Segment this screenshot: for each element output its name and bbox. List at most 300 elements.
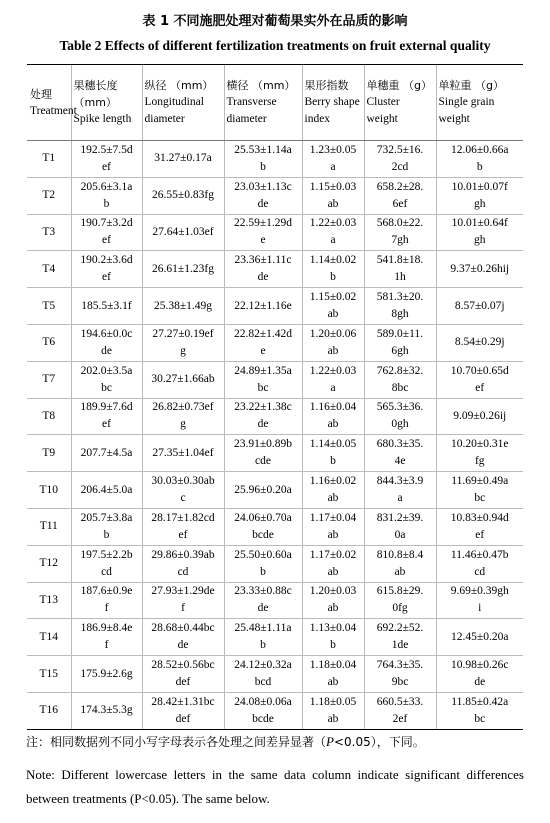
value-cell xyxy=(142,545,224,582)
value-line-1: 10.98±0.26c xyxy=(451,659,509,672)
value-line-1: 205.6±3.1a xyxy=(80,180,133,193)
value-line-2: 4e xyxy=(394,455,406,468)
value-cell xyxy=(302,508,364,545)
value-line-1: 581.3±20. xyxy=(376,291,424,304)
value-cell xyxy=(142,435,224,472)
value-line-1: 25.53±1.14a xyxy=(234,143,292,156)
value-line-1: 197.5±2.2b xyxy=(80,548,133,561)
value-line-2: def xyxy=(175,676,191,689)
value-line-2: a xyxy=(330,234,336,247)
value-cell xyxy=(71,619,142,656)
value-line-2: 6gh xyxy=(391,344,409,357)
value-line-2: a xyxy=(397,492,403,505)
value-line-1: 25.50±0.60a xyxy=(234,548,292,561)
value-cell xyxy=(142,508,224,545)
value-cell xyxy=(224,361,302,398)
value-cell xyxy=(302,656,364,693)
table-row xyxy=(27,324,523,361)
header-transverse-diameter xyxy=(224,65,302,141)
value-line-1: 27.64±1.03ef xyxy=(152,225,214,238)
value-cell xyxy=(436,619,523,656)
value-line-1: 810.8±8.4 xyxy=(376,548,424,561)
value-cell xyxy=(364,619,436,656)
value-line-1: 831.2±39. xyxy=(376,511,424,524)
table-row xyxy=(27,214,523,251)
value-cell xyxy=(224,177,302,214)
value-line-1: 24.06±0.70a xyxy=(234,511,292,524)
value-cell xyxy=(364,141,436,178)
value-cell xyxy=(302,324,364,361)
footnote-cn-prefix: 注：相同数据列不同小写字母表示各处理之间差异显著（ xyxy=(26,735,327,749)
value-line-2: b xyxy=(330,271,336,284)
data-table xyxy=(27,64,523,730)
value-cell xyxy=(224,435,302,472)
value-line-2: ab xyxy=(327,602,339,615)
value-line-1: 26.55±0.83fg xyxy=(152,189,214,202)
value-cell xyxy=(71,251,142,288)
treatment-cell: T14 xyxy=(27,619,71,656)
value-line-1: 175.9±2.6g xyxy=(80,667,133,680)
value-line-1: 762.8±32. xyxy=(376,364,424,377)
value-line-1: 1.23±0.05 xyxy=(309,143,357,156)
table-row xyxy=(27,656,523,693)
value-line-2: 0fg xyxy=(392,602,408,615)
value-line-2: 2cd xyxy=(391,160,409,173)
treatment-cell: T11 xyxy=(27,508,71,545)
value-line-2: de xyxy=(257,602,269,615)
treatment-cell: T4 xyxy=(27,251,71,288)
value-line-2: de xyxy=(257,418,269,431)
value-cell xyxy=(436,361,523,398)
value-cell xyxy=(142,692,224,729)
value-line-1: 568.0±22. xyxy=(376,217,424,230)
value-line-1: 9.09±0.26ij xyxy=(453,409,507,422)
value-line-2: 8gh xyxy=(391,308,409,321)
value-line-2: g xyxy=(180,418,186,431)
value-line-2: def xyxy=(175,712,191,725)
value-cell xyxy=(224,619,302,656)
value-line-1: 589.0±11. xyxy=(376,327,424,340)
value-line-1: 207.7±4.5a xyxy=(80,446,133,459)
value-line-2: 0gh xyxy=(391,418,409,431)
value-line-1: 27.35±1.04ef xyxy=(152,446,214,459)
value-cell xyxy=(224,324,302,361)
value-cell xyxy=(364,288,436,325)
value-cell xyxy=(364,251,436,288)
value-line-1: 680.3±35. xyxy=(376,438,424,451)
value-line-2: e xyxy=(260,234,266,247)
header-en: Cluster weight xyxy=(366,96,400,125)
table-row xyxy=(27,177,523,214)
header-en: Longitudinal diameter xyxy=(144,96,204,125)
value-line-2: ab xyxy=(327,712,339,725)
value-cell xyxy=(224,472,302,509)
header-en: Treatment xyxy=(30,104,77,117)
value-cell xyxy=(364,177,436,214)
value-line-2: de xyxy=(474,676,486,689)
table-title-english: Table 2 Effects of different fertilization treatments on fruit external quality xyxy=(59,38,491,53)
header-en: Spike length xyxy=(73,113,132,125)
treatment-cell: T12 xyxy=(27,545,71,582)
value-line-1: 26.82±0.73ef xyxy=(152,401,214,414)
value-cell xyxy=(142,361,224,398)
value-line-1: 25.96±0.20a xyxy=(234,483,292,496)
table-row xyxy=(27,582,523,619)
value-cell xyxy=(142,472,224,509)
value-line-2: bcde xyxy=(252,528,274,541)
value-line-1: 23.36±1.11c xyxy=(234,254,292,267)
value-cell xyxy=(71,361,142,398)
value-line-1: 1.15±0.03 xyxy=(309,180,357,193)
value-line-1: 10.70±0.65d xyxy=(450,364,509,377)
value-line-1: 174.3±5.3g xyxy=(80,704,133,717)
value-line-2: ab xyxy=(327,308,339,321)
value-cell xyxy=(302,692,364,729)
value-line-1: 11.69±0.49a xyxy=(451,475,509,488)
value-line-1: 9.37±0.26hij xyxy=(450,262,510,275)
value-line-1: 12.45±0.20a xyxy=(451,630,509,643)
treatment-cell: T6 xyxy=(27,324,71,361)
value-cell xyxy=(71,288,142,325)
value-line-2: g xyxy=(180,344,186,357)
value-cell xyxy=(364,214,436,251)
value-line-2: ab xyxy=(327,418,339,431)
value-cell xyxy=(302,141,364,178)
value-line-2: ef xyxy=(102,418,111,431)
value-cell xyxy=(142,288,224,325)
value-line-1: 25.48±1.11a xyxy=(234,622,292,635)
value-line-2: 1h xyxy=(394,271,406,284)
value-cell xyxy=(364,582,436,619)
header-berry-shape-index xyxy=(302,65,364,141)
value-line-2: de xyxy=(257,271,269,284)
value-line-2: fg xyxy=(474,455,485,468)
value-line-1: 190.7±3.2d xyxy=(80,217,133,230)
value-line-1: 30.27±1.66ab xyxy=(151,373,215,386)
value-line-1: 1.20±0.03 xyxy=(309,585,357,598)
treatment-cell: T3 xyxy=(27,214,71,251)
value-cell xyxy=(436,398,523,435)
value-line-2: b xyxy=(476,160,483,173)
value-cell xyxy=(364,324,436,361)
table-row xyxy=(27,361,523,398)
value-line-1: 660.5±33. xyxy=(376,695,424,708)
value-cell xyxy=(71,398,142,435)
value-line-1: 205.7±3.8a xyxy=(80,511,133,524)
value-line-2: ab xyxy=(327,565,339,578)
header-cn: 处理 xyxy=(30,87,52,101)
value-line-2: b xyxy=(330,639,336,652)
value-line-1: 9.69±0.39gh xyxy=(450,585,509,598)
treatment-cell: T7 xyxy=(27,361,71,398)
value-cell xyxy=(302,398,364,435)
value-cell xyxy=(364,398,436,435)
value-line-2: de xyxy=(101,344,112,357)
value-line-2: ef xyxy=(475,381,485,394)
header-cn: 果形指数 xyxy=(304,79,349,92)
table-row xyxy=(27,435,523,472)
header-treatment xyxy=(27,65,77,141)
header-en: Transverse diameter xyxy=(226,96,277,125)
value-cell xyxy=(142,141,224,178)
value-line-1: 185.5±3.1f xyxy=(81,299,132,312)
value-cell xyxy=(142,656,224,693)
value-cell xyxy=(302,472,364,509)
value-cell xyxy=(224,508,302,545)
value-cell xyxy=(302,361,364,398)
value-line-1: 28.42±1.31bc xyxy=(151,695,215,708)
treatment-cell: T9 xyxy=(27,435,71,472)
value-line-1: 24.12±0.32a xyxy=(234,659,292,672)
value-line-2: 6ef xyxy=(392,197,408,210)
value-line-2: ab xyxy=(394,565,406,578)
value-line-1: 202.0±3.5a xyxy=(80,364,133,377)
value-line-1: 23.22±1.38c xyxy=(234,401,292,414)
value-line-2: ef xyxy=(178,528,188,541)
header-cluster-weight xyxy=(364,65,436,141)
value-line-1: 732.5±16. xyxy=(376,143,424,156)
value-cell xyxy=(436,472,523,509)
value-line-1: 187.6±0.9e xyxy=(80,585,133,598)
value-cell xyxy=(142,214,224,251)
value-cell xyxy=(302,288,364,325)
value-line-2: 0a xyxy=(394,528,406,541)
value-line-1: 24.89±1.35a xyxy=(234,364,292,377)
value-line-2: f xyxy=(104,639,109,652)
value-line-2: b xyxy=(260,639,266,652)
value-cell xyxy=(364,508,436,545)
table-row xyxy=(27,141,523,178)
value-cell xyxy=(364,656,436,693)
treatment-cell: T2 xyxy=(27,177,71,214)
value-line-1: 31.27±0.17a xyxy=(154,152,212,165)
value-cell xyxy=(224,251,302,288)
value-cell xyxy=(364,472,436,509)
value-line-2: b xyxy=(103,197,110,210)
value-cell xyxy=(436,324,523,361)
value-line-1: 194.6±0.0c xyxy=(80,327,133,340)
value-line-2: ef xyxy=(102,234,111,247)
value-cell xyxy=(364,692,436,729)
value-cell xyxy=(224,545,302,582)
header-cn: 果穗长度 （mm） xyxy=(73,79,118,109)
treatment-cell: T15 xyxy=(27,656,71,693)
table-row xyxy=(27,508,523,545)
value-cell xyxy=(71,508,142,545)
value-cell xyxy=(71,472,142,509)
value-line-1: 1.22±0.03 xyxy=(309,217,357,230)
table-row xyxy=(27,619,523,656)
value-cell xyxy=(224,398,302,435)
value-cell xyxy=(302,251,364,288)
value-line-2: 7gh xyxy=(391,234,409,247)
value-line-1: 22.12±1.16e xyxy=(234,299,292,312)
value-line-1: 28.68±0.44bc xyxy=(151,622,215,635)
value-line-2: ab xyxy=(327,528,339,541)
footnote-cn-p: P xyxy=(326,734,334,749)
value-cell xyxy=(142,582,224,619)
value-line-1: 1.18±0.04 xyxy=(309,659,357,672)
value-line-1: 206.4±5.0a xyxy=(80,483,133,496)
value-cell xyxy=(142,619,224,656)
table-title-chinese: 表 1 不同施肥处理对葡萄果实外在品质的影响 xyxy=(142,14,408,29)
value-line-2: 1de xyxy=(391,639,409,652)
value-line-2: cd xyxy=(101,565,112,578)
value-cell xyxy=(224,141,302,178)
value-line-2: bc xyxy=(257,381,269,394)
value-line-1: 23.03±1.13c xyxy=(234,180,292,193)
value-cell xyxy=(71,141,142,178)
value-line-2: gh xyxy=(474,197,486,210)
value-line-2: gh xyxy=(474,234,486,247)
value-cell xyxy=(436,177,523,214)
header-spike-length xyxy=(71,65,142,141)
value-line-1: 22.82±1.42d xyxy=(233,327,293,340)
value-line-1: 28.52±0.56bc xyxy=(151,659,215,672)
table-row xyxy=(27,545,523,582)
value-cell xyxy=(71,545,142,582)
value-line-1: 28.17±1.82cd xyxy=(151,511,215,524)
value-cell xyxy=(364,435,436,472)
treatment-cell: T16 xyxy=(27,692,71,729)
value-cell xyxy=(436,692,523,729)
value-line-1: 30.03±0.30ab xyxy=(151,475,215,488)
treatment-cell: T8 xyxy=(27,398,71,435)
value-line-1: 29.86±0.39ab xyxy=(151,548,215,561)
value-cell xyxy=(71,214,142,251)
table-row xyxy=(27,398,523,435)
value-line-1: 1.20±0.06 xyxy=(309,327,357,340)
value-line-1: 190.2±3.6d xyxy=(80,254,133,267)
value-line-1: 27.93±1.29de xyxy=(151,585,215,598)
header-row xyxy=(27,65,523,141)
value-cell xyxy=(71,177,142,214)
value-cell xyxy=(142,177,224,214)
value-line-2: ab xyxy=(327,492,339,505)
value-cell xyxy=(302,214,364,251)
value-line-2: cd xyxy=(474,565,486,578)
header-en: Single grain weight xyxy=(438,96,495,125)
value-line-2: f xyxy=(181,602,185,615)
value-line-1: 24.08±0.06a xyxy=(234,695,292,708)
value-line-1: 23.33±0.88c xyxy=(234,585,292,598)
value-cell xyxy=(302,177,364,214)
value-line-1: 10.01±0.07f xyxy=(451,180,508,193)
value-line-1: 541.8±18. xyxy=(376,254,424,267)
value-cell xyxy=(142,398,224,435)
value-line-2: ef xyxy=(102,160,111,173)
value-line-1: 11.85±0.42a xyxy=(451,695,509,708)
value-line-2: f xyxy=(104,602,109,615)
value-line-2: bc xyxy=(101,381,112,394)
value-line-1: 565.3±36. xyxy=(376,401,424,414)
value-cell xyxy=(436,435,523,472)
value-cell xyxy=(224,656,302,693)
value-cell xyxy=(224,582,302,619)
value-line-2: ab xyxy=(327,344,339,357)
value-cell xyxy=(71,435,142,472)
value-line-2: bc xyxy=(474,492,486,505)
value-cell xyxy=(71,656,142,693)
table-header xyxy=(27,65,523,141)
value-line-1: 11.46±0.47b xyxy=(450,548,509,561)
value-line-1: 27.27±0.19ef xyxy=(152,327,214,340)
value-line-1: 23.91±0.89b xyxy=(233,438,293,451)
value-cell xyxy=(224,288,302,325)
value-line-2: ab xyxy=(327,197,339,210)
value-line-1: 1.15±0.02 xyxy=(309,291,357,304)
value-cell xyxy=(224,214,302,251)
value-line-1: 1.22±0.03 xyxy=(309,364,357,377)
value-line-1: 1.16±0.04 xyxy=(309,401,357,414)
treatment-cell: T10 xyxy=(27,472,71,509)
value-line-1: 1.14±0.05 xyxy=(309,438,357,451)
value-cell xyxy=(436,545,523,582)
header-en: Berry shape index xyxy=(304,96,360,125)
value-line-1: 844.3±3.9 xyxy=(376,475,424,488)
footnote-cn-suffix: <0.05），下同。 xyxy=(333,735,425,749)
value-line-1: 8.57±0.07j xyxy=(454,299,505,312)
value-line-1: 8.54±0.29j xyxy=(454,336,505,349)
value-cell xyxy=(71,692,142,729)
value-line-1: 692.2±52. xyxy=(376,622,424,635)
value-cell xyxy=(436,656,523,693)
value-line-2: bcd xyxy=(254,676,272,689)
header-cn: 单穗重 （g） xyxy=(366,79,432,92)
value-line-2: a xyxy=(330,381,336,394)
value-line-2: 2ef xyxy=(392,712,408,725)
value-line-2: bcde xyxy=(252,712,274,725)
value-line-2: de xyxy=(257,197,269,210)
footnote-english: Note: Different lowercase letters in the same data column indicate significant differences between treatments (P<0.05). The same below. xyxy=(26,767,524,806)
value-line-1: 26.61±1.23fg xyxy=(152,262,214,275)
header-cn: 横径 （mm） xyxy=(226,79,296,92)
value-line-2: cd xyxy=(177,565,189,578)
value-line-1: 1.16±0.02 xyxy=(309,475,357,488)
value-line-1: 192.5±7.5d xyxy=(80,143,133,156)
header-cn: 纵径 （mm） xyxy=(144,79,214,92)
value-line-2: ef xyxy=(475,528,485,541)
value-cell xyxy=(142,251,224,288)
value-cell xyxy=(142,324,224,361)
value-cell xyxy=(364,545,436,582)
value-line-2: i xyxy=(478,602,482,615)
value-cell xyxy=(302,619,364,656)
value-line-1: 12.06±0.66a xyxy=(451,143,509,156)
value-line-2: cde xyxy=(255,455,271,468)
value-line-1: 186.9±8.4e xyxy=(80,622,133,635)
header-longitudinal-diameter xyxy=(142,65,224,141)
value-line-1: 1.17±0.04 xyxy=(309,511,357,524)
value-line-1: 615.8±29. xyxy=(376,585,424,598)
treatment-cell: T5 xyxy=(27,288,71,325)
value-cell xyxy=(436,508,523,545)
value-cell xyxy=(436,288,523,325)
value-line-1: 22.59±1.29d xyxy=(233,217,293,230)
value-line-2: 8bc xyxy=(391,381,409,394)
value-cell xyxy=(436,251,523,288)
value-line-2: b xyxy=(260,565,266,578)
value-line-1: 10.01±0.64f xyxy=(451,217,508,230)
value-cell xyxy=(436,582,523,619)
value-line-2: ef xyxy=(102,271,111,284)
header-cn: 单粒重 （g） xyxy=(438,79,504,92)
footnote-chinese xyxy=(26,733,526,750)
value-cell xyxy=(436,214,523,251)
table-row xyxy=(27,251,523,288)
value-cell xyxy=(302,435,364,472)
table-row xyxy=(27,288,523,325)
